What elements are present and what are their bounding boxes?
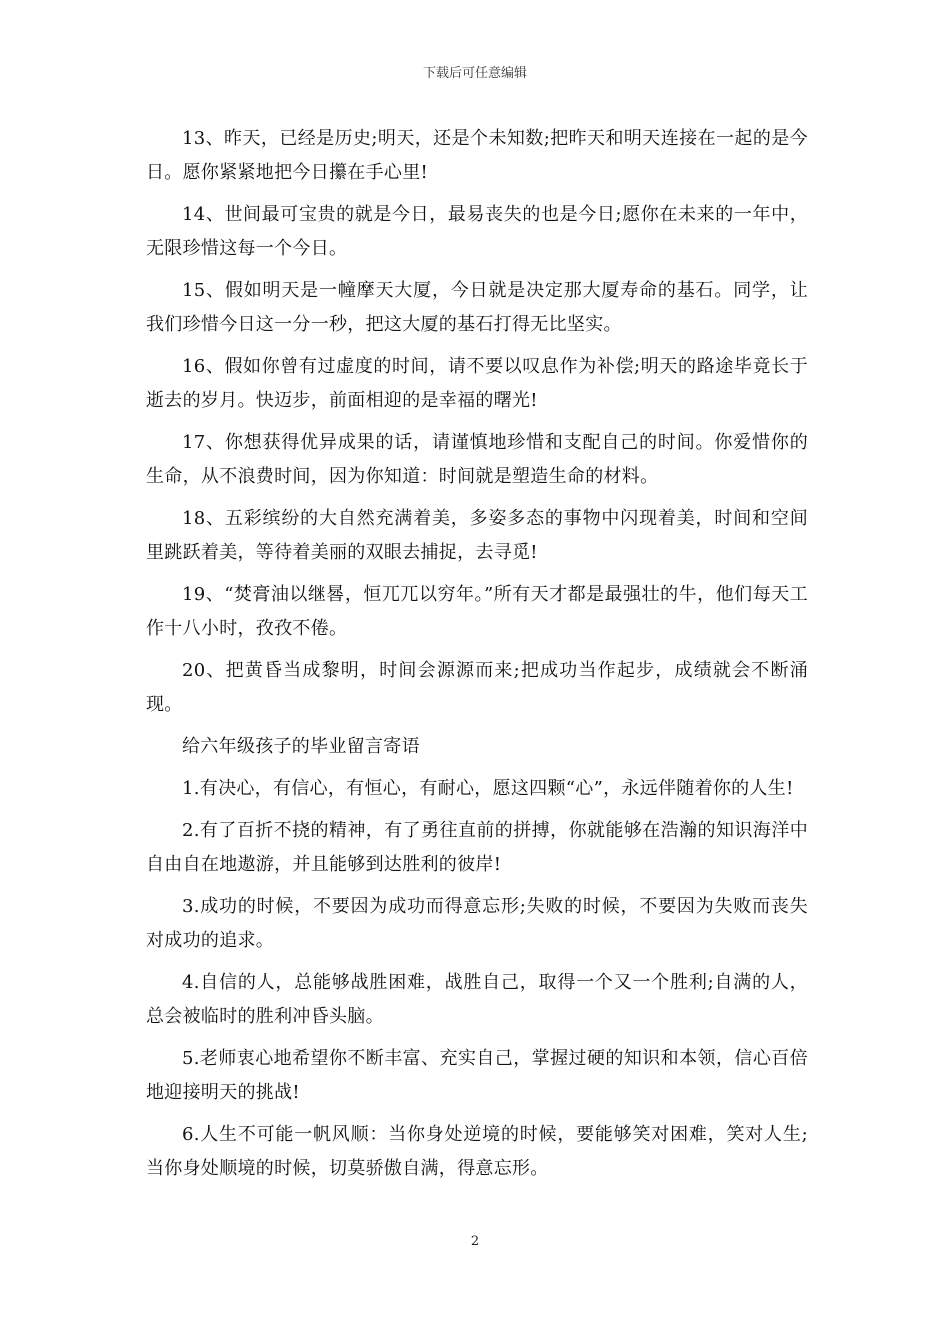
page-number: 2 bbox=[470, 1234, 480, 1249]
paragraph-15: 15、假如明天是一幢摩天大厦，今日就是决定那大厦寿命的基石。同学，让我们珍惜今日这一分一秒，把这大厦的基石打得无比坚实。 bbox=[146, 280, 808, 335]
message-2: 2.有了百折不挠的精神，有了勇往直前的拼搏，你就能够在浩瀚的知识海洋中自由自在地遨游，并且能够到达胜利的彼岸! bbox=[146, 820, 808, 875]
section-heading: 给六年级孩子的毕业留言寄语 bbox=[182, 736, 420, 757]
document-body bbox=[146, 122, 808, 1194]
paragraph-14: 14、世间最可宝贵的就是今日，最易丧失的也是今日;愿你在未来的一年中，无限珍惜这每一个今日。 bbox=[146, 204, 808, 259]
message-6: 6.人生不可能一帆风顺：当你身处逆境的时候，要能够笑对困难，笑对人生;当你身处顺境的时候，切莫骄傲自满，得意忘形。 bbox=[146, 1124, 808, 1179]
paragraph-18: 18、五彩缤纷的大自然充满着美，多姿多态的事物中闪现着美，时间和空间里跳跃着美，等待着美丽的双眼去捕捉，去寻觅! bbox=[146, 508, 808, 563]
paragraph-20: 20、把黄昏当成黎明，时间会源源而来;把成功当作起步，成绩就会不断涌现。 bbox=[146, 660, 808, 715]
message-3: 3.成功的时候，不要因为成功而得意忘形;失败的时候，不要因为失败而丧失对成功的追求。 bbox=[146, 896, 808, 951]
paragraph-13: 13、昨天，已经是历史;明天，还是个未知数;把昨天和明天连接在一起的是今日。愿你紧紧地把今日攥在手心里! bbox=[146, 128, 808, 183]
paragraph-19: 19、“焚膏油以继晷，恒兀兀以穷年。”所有天才都是最强壮的牛，他们每天工作十八小时，孜孜不倦。 bbox=[146, 584, 808, 639]
paragraph-17: 17、你想获得优异成果的话，请谨慎地珍惜和支配自己的时间。你爱惜你的生命，从不浪费时间，因为你知道：时间就是塑造生命的材料。 bbox=[146, 432, 808, 487]
message-4: 4.自信的人，总能够战胜困难，战胜自己，取得一个又一个胜利;自满的人，总会被临时的胜利冲昏头脑。 bbox=[146, 972, 808, 1027]
paragraph-16: 16、假如你曾有过虚度的时间，请不要以叹息作为补偿;明天的路途毕竟长于逝去的岁月。快迈步，前面相迎的是幸福的曙光! bbox=[146, 356, 808, 411]
message-1: 1.有决心，有信心，有恒心，有耐心，愿这四颗“心”，永远伴随着你的人生! bbox=[182, 778, 794, 799]
message-5: 5.老师衷心地希望你不断丰富、充实自己，掌握过硬的知识和本领，信心百倍地迎接明天的挑战! bbox=[146, 1048, 808, 1103]
page-header: 下载后可任意编辑 bbox=[422, 66, 527, 81]
